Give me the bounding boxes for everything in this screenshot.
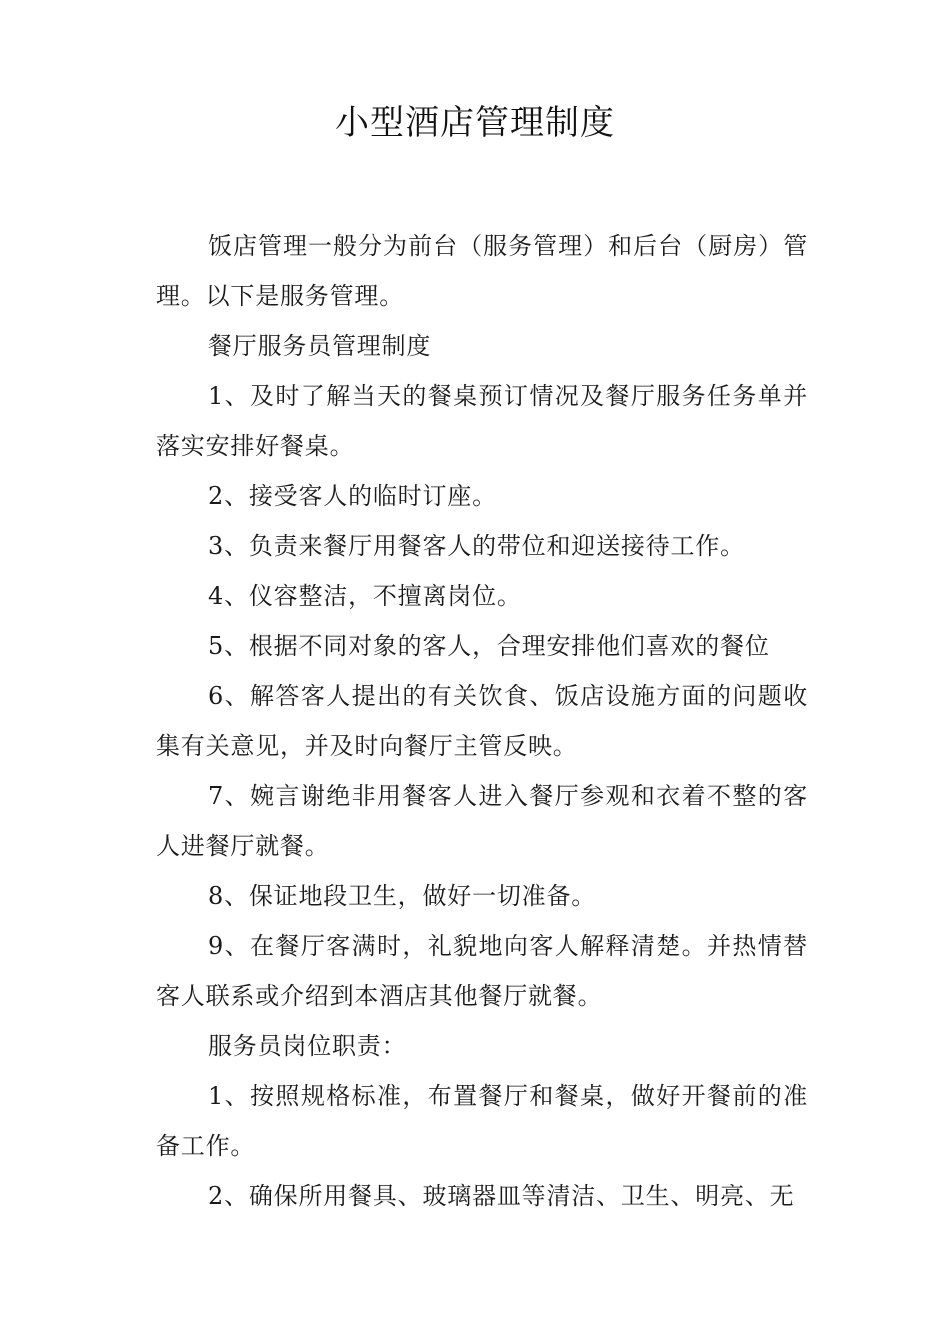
- rule-item-5: 5、根据不同对象的客人，合理安排他们喜欢的餐位: [208, 632, 770, 660]
- document-body: [156, 221, 808, 1221]
- section-heading-waiter-rules: 餐厅服务员管理制度: [208, 332, 432, 360]
- duty-item-2: 2、确保所用餐具、玻璃器皿等清洁、卫生、明亮、无: [208, 1182, 795, 1210]
- rule-item-1: 1、及时了解当天的餐桌预订情况及餐厅服务任务单并落实安排好餐桌。: [156, 382, 808, 460]
- rule-item-9: 9、在餐厅客满时，礼貌地向客人解释清楚。并热情替客人联系或介绍到本酒店其他餐厅就餐。: [156, 932, 808, 1010]
- duty-item-1: 1、按照规格标准，布置餐厅和餐桌，做好开餐前的准备工作。: [156, 1082, 808, 1160]
- rule-item-6: 6、解答客人提出的有关饮食、饭店设施方面的问题收集有关意见，并及时向餐厅主管反映。: [156, 682, 808, 760]
- document-title: 小型酒店管理制度: [335, 103, 615, 143]
- rule-item-7: 7、婉言谢绝非用餐客人进入餐厅参观和衣着不整的客人进餐厅就餐。: [156, 782, 808, 860]
- rule-item-4: 4、仪容整洁，不擅离岗位。: [208, 582, 522, 610]
- intro-paragraph: 饭店管理一般分为前台（服务管理）和后台（厨房）管理。以下是服务管理。: [156, 232, 808, 310]
- section-heading-waiter-duties: 服务员岗位职责：: [208, 1032, 407, 1060]
- rule-item-2: 2、接受客人的临时订座。: [208, 482, 497, 510]
- rule-item-8: 8、保证地段卫生，做好一切准备。: [208, 882, 597, 910]
- rule-item-3: 3、负责来餐厅用餐客人的带位和迎送接待工作。: [208, 532, 745, 560]
